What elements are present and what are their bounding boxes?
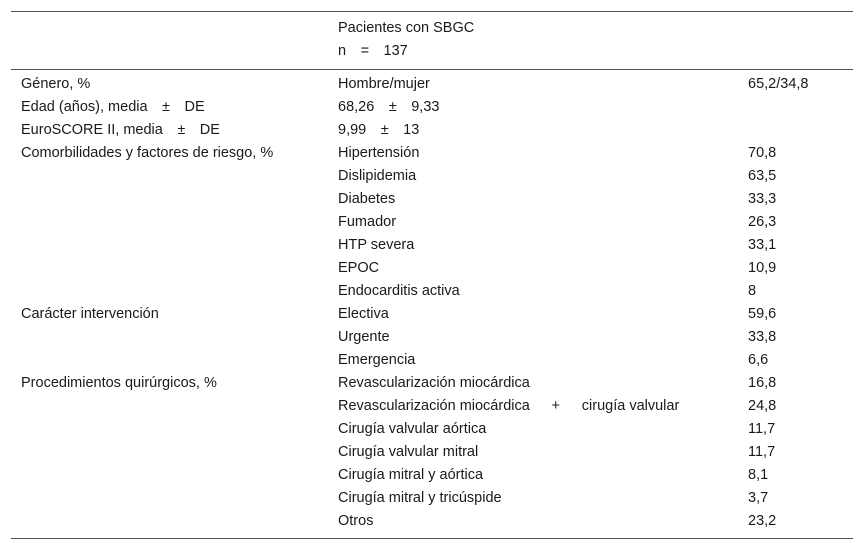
row-value: 65,2/34,8 <box>748 76 809 92</box>
table-row <box>11 211 853 234</box>
table-row <box>11 280 853 303</box>
table-row <box>11 165 853 188</box>
table-row <box>11 441 853 464</box>
row-category-label <box>11 211 328 234</box>
row-value: 6,6 <box>748 352 769 368</box>
row-item-label: Endocarditis activa <box>338 283 460 299</box>
table-row <box>11 418 853 441</box>
row-item-label: Otros <box>328 510 743 539</box>
table-row <box>11 142 853 165</box>
row-value: 11,7 <box>748 444 776 460</box>
header-cell-empty-left <box>11 12 328 70</box>
row-category-label: EuroSCORE II, media ± DE <box>21 122 220 138</box>
row-category-label <box>11 395 328 418</box>
patient-characteristics-table-container <box>11 11 853 539</box>
table-body <box>11 70 853 539</box>
row-item-label: Hipertensión <box>338 145 420 161</box>
row-value: 8,1 <box>748 467 769 483</box>
row-item-label: Diabetes <box>338 191 396 207</box>
table-row <box>11 510 853 539</box>
row-item-label: Cirugía mitral y tricúspide <box>338 490 502 506</box>
table-header-row <box>11 12 853 70</box>
row-value: 26,3 <box>748 214 777 230</box>
row-item-label: Emergencia <box>338 352 416 368</box>
row-category-label <box>11 487 328 510</box>
row-category-label <box>11 418 328 441</box>
row-category-label: Género, % <box>21 76 91 92</box>
row-value: 59,6 <box>748 306 777 322</box>
row-category-label: Comorbilidades y factores de riesgo, % <box>21 145 274 161</box>
row-item-label: Electiva <box>338 306 389 322</box>
row-item-label: Cirugía valvular mitral <box>338 444 479 460</box>
row-category-label <box>11 510 328 539</box>
row-item-label: Cirugía valvular aórtica <box>338 421 487 437</box>
table-row <box>11 464 853 487</box>
table-row <box>11 326 853 349</box>
row-category-label <box>11 165 328 188</box>
table-row <box>11 395 853 418</box>
row-item-label: Revascularización miocárdica <box>338 375 530 391</box>
table-row <box>11 96 853 119</box>
table-row <box>11 257 853 280</box>
row-value: 11,7 <box>748 421 776 437</box>
row-value: 16,8 <box>748 375 777 391</box>
table-row <box>11 234 853 257</box>
row-value: 33,1 <box>748 237 777 253</box>
row-category-label <box>11 349 328 372</box>
row-item-label: Dislipidemia <box>338 168 417 184</box>
row-value: 23,2 <box>743 510 853 539</box>
row-value: 33,3 <box>748 191 777 207</box>
row-value: 63,5 <box>748 168 777 184</box>
row-item-label: 9,99 ± 13 <box>338 122 420 138</box>
row-category-label <box>11 257 328 280</box>
row-value: 33,8 <box>748 329 777 345</box>
row-item-label: Revascularización miocárdica + cirugía valvular <box>338 398 680 414</box>
row-value: 10,9 <box>748 260 777 276</box>
row-item-label: Urgente <box>338 329 390 345</box>
row-value: 70,8 <box>748 145 777 161</box>
row-item-label: Cirugía mitral y aórtica <box>338 467 484 483</box>
row-item-label: EPOC <box>338 260 380 276</box>
row-value <box>743 96 853 119</box>
row-category-label <box>11 464 328 487</box>
header-cell-empty-right <box>743 12 853 70</box>
row-item-label: 68,26 ± 9,33 <box>338 99 440 115</box>
row-category-label: Edad (años), media ± DE <box>21 99 205 115</box>
table-row <box>11 372 853 395</box>
row-category-label <box>11 280 328 303</box>
table-row <box>11 119 853 142</box>
table-row <box>11 487 853 510</box>
row-category-label <box>11 188 328 211</box>
row-item-label: Fumador <box>338 214 397 230</box>
patient-characteristics-table <box>11 11 853 539</box>
table-row <box>11 349 853 372</box>
header-group-title: Pacientes con SBGC <box>338 20 475 36</box>
row-category-label: Procedimientos quirúrgicos, % <box>21 375 217 391</box>
row-category-label <box>11 441 328 464</box>
table-row <box>11 303 853 326</box>
row-item-label: HTP severa <box>338 237 415 253</box>
row-value: 8 <box>748 283 757 299</box>
row-value <box>743 119 853 142</box>
row-category-label: Carácter intervención <box>21 306 159 322</box>
row-value: 24,8 <box>748 398 777 414</box>
row-value: 3,7 <box>748 490 769 506</box>
table-header <box>11 12 853 70</box>
header-group-count: n = 137 <box>338 43 408 59</box>
header-cell-group <box>328 12 743 70</box>
row-item-label: Hombre/mujer <box>338 76 430 92</box>
table-row <box>11 188 853 211</box>
row-category-label <box>11 326 328 349</box>
table-row <box>11 70 853 97</box>
row-category-label <box>11 234 328 257</box>
